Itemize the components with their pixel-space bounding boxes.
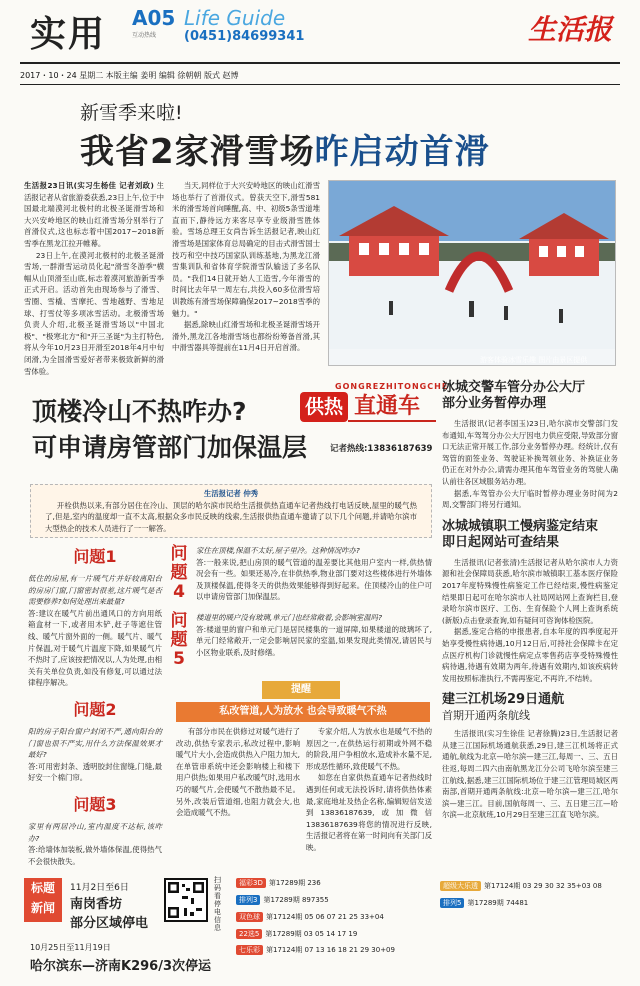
ad-label-1: 排列3: [236, 895, 260, 905]
q4-text: 家住在顶楼,保温不太好,屋子里冷。这种情况咋办?: [196, 546, 360, 555]
outage-notice: [70, 880, 148, 931]
tips-p2: 专家介绍,人为放水也是暖气不热的原因之一,在供热运行初期或外网不稳的阶段,用户争相放水,造成补水量不足,形成恶性循环,致使暖气不热。: [306, 727, 432, 771]
r3-head: [442, 692, 618, 724]
ad-label-2: 双色球: [236, 912, 263, 922]
lottery-left: [236, 875, 436, 951]
r1-head: [442, 380, 618, 412]
a3-text: 答:给墙体加装板,做外墙体保温,使得热气不会很快散失。: [28, 845, 162, 866]
r2-head-1: 冰城城镇职工慢病鉴定结束: [442, 518, 599, 534]
ad-nums-4: 第17124期 07 13 16 18 21 29 30+09: [266, 946, 395, 954]
ad-nums-1: 第17289期 897355: [263, 896, 329, 904]
heating-intro-box: [30, 484, 432, 538]
q2-text: 阳的房子阳台窗户封闭不严,通向阳台的门窗也很不严实,用什么方法保温效果才最好?: [28, 726, 162, 760]
q1-label: 问题1: [73, 547, 117, 566]
r2-text-2: 据悉,鉴定合格的申报患者,自本年度的四季度起开始享受慢性病待遇,10月12日后,可持社会保障卡在定点医疗机构门诊就慢性病定点零售药店享受特殊慢性病待遇,待遇有效期为两年,待遇有效期内,如该疾病转发用按照标准执行,不需再鉴定,不再许,不结转。: [442, 627, 618, 683]
q5-block: [196, 612, 432, 658]
date-line: 2017・10・24 星期二 本版主编 姜明 编辑 徐朝朝 版式 赵博: [20, 71, 239, 80]
tips-col-1: [176, 726, 300, 819]
tips-p3: 如您在自家供热直通车记者热线时遇到任何或无法投诉时,请将供热体素最,家庭地址及热企名称,编辑短信发送到13836187639,或加微信13836187639将您的情况进行反映,生活报记者将在第一时间向有关部门反映。: [306, 773, 432, 852]
outage-date: 11月2日至6日: [70, 883, 129, 893]
lead-author: 生活报23日讯(实习生杨佳 记者刘政): [24, 181, 154, 190]
r1-body: [442, 418, 618, 511]
q-column-left: [28, 542, 162, 867]
right-column: [442, 380, 618, 821]
heating-headline-2: 可申请房管部门加保温层: [32, 433, 308, 462]
headline-part2: 昨启动首滑: [314, 132, 490, 172]
lead-col-2: [172, 180, 320, 354]
lead-p1: 生活报记者从省旅游委获悉,23日上午,位于中国最北端漠河北极村的北极圣诞滑雪场和大兴安岭地区的映山红滑雪场分别举行了首滑仪式,这也标志着中国2017~2018新雪季在黑龙江拉开帷幕。: [24, 181, 164, 248]
a2-text: 答:可用密封条、透明胶封住窗缝,门缝,最好安一个棉门帘。: [28, 761, 162, 783]
q5-label: 问题5: [170, 611, 188, 669]
train-date: 10月25日至11月19日: [30, 943, 111, 952]
section-title: 实用: [30, 14, 107, 55]
ad-label-5: 超级大乐透: [440, 881, 481, 891]
a5-text: 答:楼道里的窗户和单元门是居民楼集的一道屏障,如果楼道的玻璃坏了,单元门经常敞开,一定会影响居民家的室温,如果发现此类情况,请居民与小区物业联系,及时修缮。: [196, 624, 432, 657]
photo-caption: 游客体验冰雪乐趣 图片由景区提供: [480, 356, 588, 364]
outage-place: 南岗香坊: [70, 897, 123, 912]
ad-nums-0: 第17289期 236: [268, 879, 321, 887]
r3-body: [442, 728, 618, 821]
a1-text: 答:建议在暖气片前出通风口的方向用纸箱盒材一下,或者用木铲,赶子等遮住管线、暖气片窗外面的一侧。暖气片、暖气片保温,对于暖气片温度下降,如果暖气片不热时了,应该按把情况以,人为处理,由相关有关单位负责,如没有修复,可以通过法律程序解决。: [28, 608, 162, 688]
hotline-number: (0451)84699341: [184, 29, 305, 44]
r2-body: [442, 557, 618, 685]
section-pinyin: GONGREZHITONGCHE: [335, 382, 449, 391]
lottery-right: [440, 880, 620, 910]
r1-head-2: 部分业务暂停办理: [442, 396, 547, 411]
heating-hotline: 记者热线:13836187639: [330, 444, 433, 454]
q3-text: 家里有两居冷山,室内温度不达标,该咋办?: [28, 821, 162, 843]
q4-block: [196, 545, 432, 603]
page-label: Life Guide: [184, 6, 286, 30]
ad-nums-5: 第17124期 03 29 30 32 35+03 08: [484, 882, 602, 890]
intro-text: 开栓供热以来,有部分居住在冷山、顶层的哈尔滨市民给生活报供热直通车记者热线打电话反映,屋里的暖气热了,但是,室内的温度却一直不太高,根据众多市民反映的线索,生活报供热直通车邀请了以下几个问题,并请哈尔滨市大型热企的技术人员进行了一一解答。: [45, 500, 417, 533]
r3-head-2: 首期开通两条航线: [442, 709, 530, 723]
q3-label: 问题3: [73, 794, 117, 814]
bottom-label-2: 新闻: [30, 901, 55, 915]
section-badge: 供热: [300, 392, 348, 422]
bottom-label-1: 标题: [30, 881, 55, 895]
header-rule: [20, 62, 620, 64]
ski-photo: [328, 180, 616, 366]
tips-col-2: [306, 726, 432, 854]
outage-text: 部分区域停电: [70, 916, 149, 931]
r3-text: 生活报讯(实习生徐佳 记者徐腾)23日,生活报记者从建三江国际机场通航获悉,29日,建三江机场将正式通航,航线为北京—哈尔滨—建三江,每周一、三、五日往返,每周二四六由南航黑龙江分公司飞哈尔滨至建三江航线,据悉,建三江国际机场位于建三江管理局城区两南部,首期开通两条航线:北京—哈尔滨—建三江,哈尔滨—建三江。目前,国航每周一、三、五日建三江—哈尔滨—北京航班,10月29日至建三江直飞哈尔滨。: [442, 729, 618, 820]
ad-label-3: 22选5: [236, 929, 262, 939]
lead-p2: 23日上午,在漠河北极村的北极圣诞滑雪场,一群滑雪运动员化起"滑雪冬游季"横幅从山顶滑至山底,标志着漠河旅游新雪季正式开启。活动首先由现场参与了滑雪、雪圈、雪橇、雪摩托、雪地越野、雪地足球、打雪仗等多项冰雪活动。北极滑雪场负责人介绍,北极圣诞滑雪场以"中国北极"、"极寒北方"和"开三圣诞"为主打特色,将从今年10月23日开滑至2018年4月中旬闭滑,为全国滑雪爱好者带来极致新鲜的滑雪体验。: [24, 250, 164, 376]
section-badge-2: 直通车: [348, 392, 436, 422]
r1-text: 生活报讯(记者李国玉)23日,哈尔滨市交警部门发布通知,车驾驾分办公大厅因电力供应受限,导致部分窗口无法正常开展工作,部分业务暂停办理。经统计,仅有驾管的面签业务、驾驶证补换驾领业务、补换证业务仍正在对外办公,请需办理其他车驾管业务的驾驶人确认前往各区域服务站办理。: [442, 419, 618, 486]
r1-head-1: 冰城交警车管分办公大厅: [442, 380, 586, 395]
ad-nums-3: 第17289期 03 05 14 17 19: [265, 930, 358, 938]
heating-headline-1: 顶楼冷山不热咋办?: [32, 397, 247, 426]
ad-nums-6: 第17289期 74481: [467, 899, 529, 907]
tips-p1: 有部分市民在供修过对暖气进行了改动,供热专家表示,私改过程中,影响暖气片大小,会造成供热入户阻力加大,在单管串系统中还会影响楼上和楼下用户供热;如果用户私改暖气时,选用水巧的暖气片,会使暖气不散热最不足。另外,改装后管道细,也阻力就会大,也会造成暖气不热。: [176, 727, 300, 818]
ad-nums-2: 第17124期 05 06 07 21 25 33+04: [266, 913, 384, 921]
qr-label: 扫码看停电信息: [214, 876, 221, 932]
qr-code[interactable]: [164, 878, 208, 922]
lead-p4: 据悉,除映山红滑雪场和北极圣诞滑雪场开滑外,黑龙江各地滑雪场也都纷纷筹备首滑,其中滑雪器具等提前在11月4日开启首滑。: [172, 320, 320, 353]
lead-col-1: [24, 180, 164, 377]
r2-head: [442, 519, 618, 551]
train-text: 哈尔滨东—济南K296/3次停运: [30, 959, 212, 974]
ad-label-6: 排列5: [440, 898, 464, 908]
brand-logo: 生活报: [527, 13, 612, 46]
bottom-label: [24, 878, 62, 922]
a4-text: 答:一般来说,把山房顶的暖气管道的温差要比其他用户室内一样,供热情况会有一些。如果还易冷,在非供热季,物业部门要对这些楼体进行外墙体及顶楼保温,使得冬天的供热效果能够得到好起来。住顶楼冷山的住户可以申请房管部门加保温层。: [196, 557, 432, 602]
r2-text: 生活报讯(记者张清)生活报记者从哈尔滨市人力资源和社会保障局获悉,哈尔滨市城镇职工基本医疗保险2017年度特殊慢性病鉴定工作已经结束,慢性病鉴定结果即日起可在哈尔滨市人社局网站网上查询栏目,登录哈尔滨市医疗、工伤、生育保险个人网上查询系统(新版)点击登录查询,如有疑问可咨询体检医院。: [442, 557, 618, 625]
q5-text: 楼道里的暖户没有玻璃,单元门也经常敞着,会影响室温吗?: [196, 613, 382, 622]
intro-author: 生活报记者 仲秀: [203, 489, 259, 498]
ad-label-4: 七乐彩: [236, 945, 263, 955]
lead-kicker: 新雪季来啦!: [80, 102, 183, 124]
headline-part1: 我省2家滑雪场: [80, 132, 315, 172]
ad-label-0: 福彩3D: [236, 878, 266, 888]
q2-label: 问题2: [73, 699, 117, 719]
q4-label: 问题4: [170, 544, 188, 602]
lottery-seven: [236, 944, 436, 957]
tips-bar: 私改管道,人为放水 也会导致暖气不热: [176, 702, 430, 722]
header-rule-2: [20, 84, 620, 85]
lead-headline: [80, 124, 490, 173]
q1-text: 低住的房屋,有一片暖气片并好较离阳台的房房门窗,门窗密封很差,这片暖气是否需要修养?如何处理出来最量?: [28, 574, 162, 607]
r3-head-1: 建三江机场29日通航: [442, 692, 565, 708]
lead-p3: 当天,同样位于大兴安岭地区的映山红滑雪场也举行了首滑仪式。曾获天空下,滑雪581米的滑雪场首向睡醒,高、中、初级5条雪道堆直而下,静待远方来客尽享专业级滑雪胜体验。雪场总理王女尚告诉生活报记者,映山红滑雪场是国家体育总局确定的目击式滑雪国士技巧和空中技巧国家队训练基地,为黑龙江滑雪集训队和省体育学院滑雪队输送了多名队员。"我们14日就开始人工造雪,今年滑雪的时间比去年早一周左右,共投入60多位滑雪培训教练有滑雪场保障确保2017~2018雪季的魅力。": [172, 181, 320, 318]
r2-head-2: 即日起网站可查结果: [442, 534, 560, 550]
page-code: A05: [132, 6, 176, 30]
hotline-label: 互动热线: [132, 32, 157, 39]
r1-text-2: 据悉,车驾管办公大厅临时暂停办理业务时间为2周,交警部门将另行通知。: [442, 488, 618, 510]
tips-head: 提醒: [262, 681, 340, 699]
